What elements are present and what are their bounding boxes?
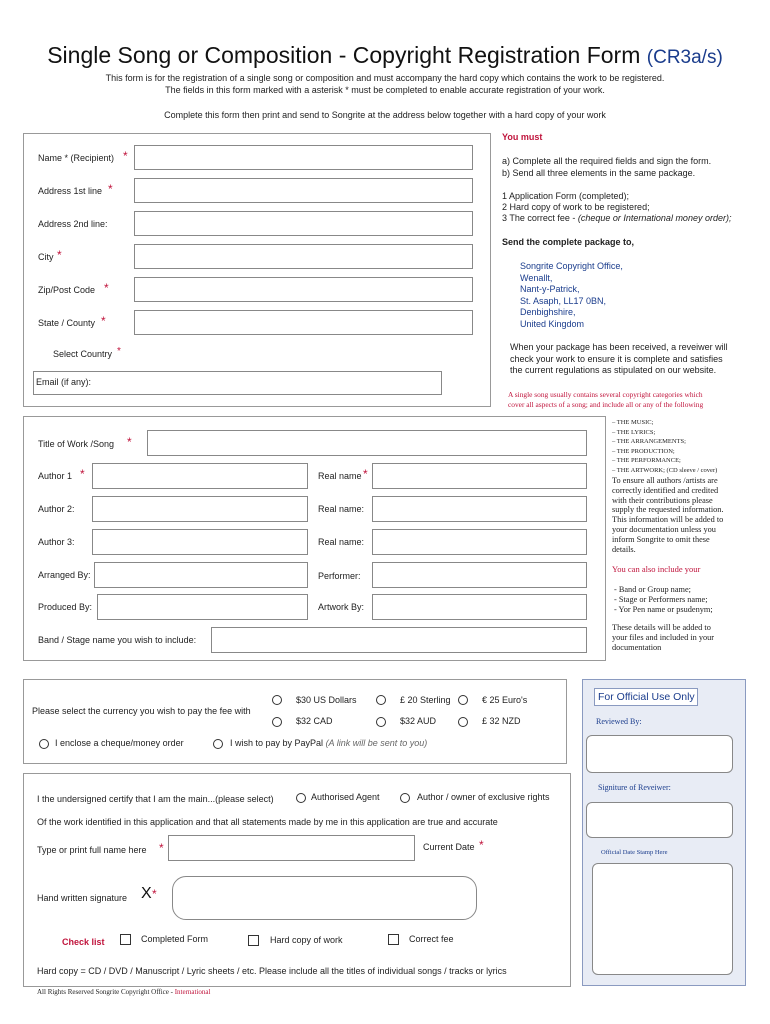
- work-title-input[interactable]: [147, 430, 587, 456]
- official-heading: For Official Use Only: [598, 691, 695, 703]
- required-mark: *: [152, 887, 157, 901]
- instruction-a: a) Complete all the required fields and sign the form.: [502, 156, 712, 166]
- signature-box[interactable]: [172, 876, 477, 920]
- owner-label: Author / owner of exclusive rights: [417, 792, 550, 802]
- instruction-b: b) Send all three elements in the same package.: [502, 168, 696, 178]
- realname2-label: Real name:: [318, 504, 365, 514]
- correct-fee-label: Correct fee: [409, 934, 454, 944]
- author2-label: Author 2:: [38, 504, 75, 514]
- checklist-label: Check list: [62, 937, 105, 947]
- city-label: City: [38, 252, 54, 262]
- currency-radio-eur[interactable]: [458, 695, 468, 705]
- currency-label: Please select the currency you wish to pay the fee with: [32, 706, 251, 716]
- send-heading: Send the complete package to,: [502, 237, 635, 247]
- required-mark: *: [123, 149, 128, 163]
- paypal-label: I wish to pay by PayPal (A link will be sent to you): [230, 738, 428, 748]
- currency-cad: $32 CAD: [296, 716, 333, 726]
- name-input[interactable]: [134, 145, 473, 170]
- realname2-input[interactable]: [372, 496, 587, 522]
- form-code: (CR3a/s): [646, 47, 723, 68]
- email-input[interactable]: [33, 371, 442, 395]
- currency-aud: $32 AUD: [400, 716, 437, 726]
- cheque-label: I enclose a cheque/money order: [55, 738, 184, 748]
- also-include-heading: You can also include your: [612, 564, 701, 574]
- address1-input[interactable]: [134, 178, 473, 203]
- author2-input[interactable]: [92, 496, 308, 522]
- currency-radio-nzd[interactable]: [458, 717, 468, 727]
- name-label: Name * (Recipient): [38, 153, 115, 163]
- reviewed-by-label: Reviewed By:: [596, 717, 642, 726]
- reviewed-by-input[interactable]: [586, 735, 733, 773]
- agent-radio[interactable]: [296, 793, 306, 803]
- currency-nzd: £ 32 NZD: [482, 716, 521, 726]
- date-stamp-box: [592, 863, 733, 975]
- owner-radio[interactable]: [400, 793, 410, 803]
- single-song-note: A single song usually contains several copyright categories which cover all aspects of a song; and include all or any of the following: [508, 390, 704, 409]
- check-correct-fee[interactable]: [388, 934, 399, 945]
- band-input[interactable]: [211, 627, 587, 653]
- office-address: Songrite Copyright Office, Wenallt, Nant-y-Patrick, St. Asaph, LL17 0BN, Denbighshire, United Kingdom: [520, 261, 623, 329]
- certify-label: I the undersigned certify that I am the main...(please select): [37, 794, 274, 804]
- produced-label: Produced By:: [38, 602, 93, 612]
- added-note: These details will be added to your files and included in your documentation: [612, 623, 715, 652]
- realname1-label: Real name: [318, 471, 362, 481]
- currency-eur: € 25 Euro's: [482, 695, 528, 705]
- required-mark: *: [127, 435, 132, 449]
- package-item-2: 2 Hard copy of work to be registered;: [502, 202, 650, 212]
- required-mark: *: [117, 346, 121, 357]
- city-input[interactable]: [134, 244, 473, 269]
- signature-label: Hand written signature: [37, 893, 128, 903]
- required-mark: *: [108, 182, 113, 196]
- also-include-list: - Band or Group name; - Stage or Performers name; - Yor Pen name or psudenym;: [614, 585, 713, 614]
- author3-label: Author 3:: [38, 537, 75, 547]
- required-mark: *: [101, 314, 106, 328]
- required-mark: *: [159, 841, 164, 855]
- cheque-radio[interactable]: [39, 739, 49, 749]
- intro-line-2: The fields in this form marked with a asterisk * must be completed to enable accurate registration of your work.: [165, 85, 605, 95]
- artwork-label: Artwork By:: [318, 602, 365, 612]
- completed-form-label: Completed Form: [141, 934, 209, 944]
- required-mark: *: [363, 467, 368, 481]
- zip-label: Zip/Post Code: [38, 285, 96, 295]
- currency-radio-aud[interactable]: [376, 717, 386, 727]
- required-mark: *: [479, 838, 484, 852]
- copyright-categories: – THE MUSIC; – THE LYRICS; – THE ARRANGEMENTS; – THE PRODUCTION; – THE PERFORMANCE; – THE ARTWORK; (CD sleeve / cover): [612, 419, 718, 474]
- check-hard-copy[interactable]: [248, 935, 259, 946]
- band-label: Band / Stage name you wish to include:: [38, 635, 197, 645]
- arranged-input[interactable]: [94, 562, 308, 588]
- date-stamp-label: Official Date Stamp Here: [601, 849, 668, 856]
- fullname-label: Type or print full name here: [37, 845, 147, 855]
- zip-input[interactable]: [134, 277, 473, 302]
- footer-rights: All Rights Reserved Songrite Copyright Office - International: [37, 988, 211, 996]
- paypal-radio[interactable]: [213, 739, 223, 749]
- intro-line-3: Complete this form then print and send to Songrite at the address below together with a hard copy of your work: [164, 110, 606, 120]
- produced-input[interactable]: [97, 594, 308, 620]
- package-item-1: 1 Application Form (completed);: [502, 191, 630, 201]
- currency-radio-usd[interactable]: [272, 695, 282, 705]
- reviewer-signature-input[interactable]: [586, 802, 733, 838]
- author3-input[interactable]: [92, 529, 308, 555]
- signature-x: X: [141, 885, 152, 902]
- realname3-label: Real name:: [318, 537, 365, 547]
- currency-radio-cad[interactable]: [272, 717, 282, 727]
- currency-gbp: £ 20 Sterling: [400, 695, 451, 705]
- authors-note: To ensure all authors /artists are correctly identified and credited with their contributions please supply the requested information. This information will be added to your documentation unless you inform Songrite to omit these details.: [612, 476, 724, 554]
- required-mark: *: [104, 281, 109, 295]
- currency-radio-gbp[interactable]: [376, 695, 386, 705]
- artwork-input[interactable]: [372, 594, 587, 620]
- state-label: State / County: [38, 318, 96, 328]
- performer-input[interactable]: [372, 562, 587, 588]
- author1-input[interactable]: [92, 463, 308, 489]
- work-title-label: Title of Work /Song: [38, 439, 115, 449]
- performer-label: Performer:: [318, 571, 361, 581]
- hardcopy-note: Hard copy = CD / DVD / Manuscript / Lyric sheets / etc. Please include all the titles of individual songs / tracks or lyrics: [37, 966, 507, 976]
- required-mark: *: [57, 248, 62, 262]
- currency-usd: $30 US Dollars: [296, 695, 357, 705]
- state-input[interactable]: [134, 310, 473, 335]
- intro-line-1: This form is for the registration of a single song or composition and must accompany the hard copy which contains the work to be registered.: [105, 73, 665, 83]
- address1-label: Address 1st line: [38, 186, 103, 196]
- agent-label: Authorised Agent: [311, 792, 380, 802]
- package-item-3: 3 The correct fee - (cheque or International money order);: [502, 213, 732, 223]
- date-label: Current Date: [423, 842, 475, 852]
- review-note: When your package has been received, a reveiwer will check your work to ensure it is complete and satisfies the current regulations as stipulated on our website.: [510, 342, 728, 375]
- realname3-input[interactable]: [372, 529, 587, 555]
- hard-copy-label: Hard copy of work: [270, 935, 343, 945]
- fullname-input[interactable]: [168, 835, 415, 861]
- required-mark: *: [80, 467, 85, 481]
- recipient-section: [23, 133, 491, 407]
- arranged-label: Arranged By:: [38, 570, 91, 580]
- reviewer-signature-label: Signiture of Reveiwer:: [598, 783, 671, 792]
- email-label: Email (if any):: [36, 377, 92, 387]
- author1-label: Author 1: [38, 471, 73, 481]
- check-completed-form[interactable]: [120, 934, 131, 945]
- realname1-input[interactable]: [372, 463, 587, 489]
- page-title: Single Song or Composition - Copyright Registration Form (CR3a/s): [47, 42, 723, 68]
- you-must-heading: You must: [502, 132, 543, 142]
- address2-label: Address 2nd line:: [38, 219, 108, 229]
- certify-statement: Of the work identified in this application and that all statements made by me in this application are true and accurate: [37, 817, 498, 827]
- address2-input[interactable]: [134, 211, 473, 236]
- country-label: Select Country: [53, 349, 113, 359]
